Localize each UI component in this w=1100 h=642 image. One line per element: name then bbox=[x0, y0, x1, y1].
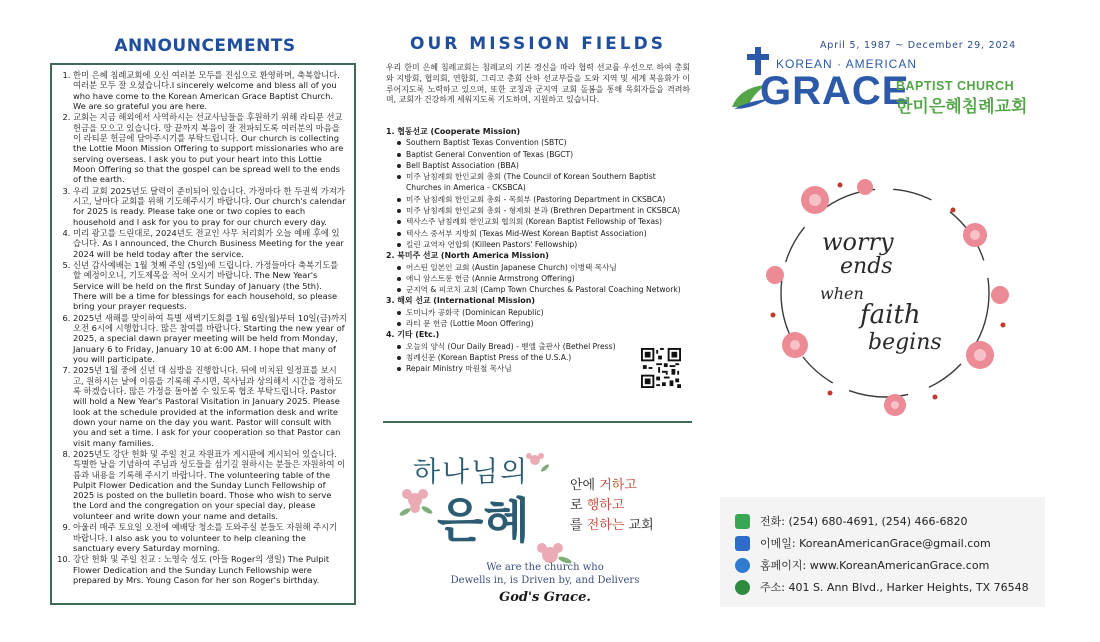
wreath-word: ends bbox=[840, 254, 893, 279]
announcements-list bbox=[57, 70, 347, 585]
mission-item: 라티 문 헌금 (Lottie Moon Offering) bbox=[406, 318, 690, 329]
email-icon bbox=[735, 536, 750, 551]
slogan-word: 교회 bbox=[624, 518, 654, 533]
mission-sections bbox=[386, 126, 690, 375]
slogan-word: 로 bbox=[570, 498, 587, 513]
announcement-item: 3. 우리 교회 2025년도 달력이 준비되어 있습니다. 가정마다 한 두권씩 가져가시고, 날마다 교회를 위해 기도해주시기 바랍니다. Our church's calendar for 2025 is ready. Please take one or two copies to each household and I ask for you to pray for our church every day. bbox=[73, 186, 347, 227]
slogan-english-2: Dewells in, is Driven by, and Delivers bbox=[450, 575, 640, 586]
mission-item: 미주 남침례회 한인교회 총회 (The Council of Korean Southern Baptist Churches in America - CKSBCA) bbox=[406, 171, 690, 194]
announcement-item: 2. 교회는 지금 해외에서 사역하시는 선교사님들을 후원하기 위해 라티문 선교헌금을 모으고 있습니다. 땅 끝까지 복음이 잘 전파되도록 여러분의 마음을 이 라티문 헌금에 담아주시기를 부탁드립니다. Our church is collecting the Lottie Moon Mission Offering to support missionaries who are serving overseas. I ask you to put your heart into this Lottie Moon Offering so that the gospel can be spread well to the ends of the earth. bbox=[73, 112, 347, 184]
slogan-word: 를 bbox=[570, 518, 587, 533]
mission-item: Baptist General Convention of Texas (BGCT) bbox=[406, 149, 690, 160]
mission-section-heading: 3. 해외 선교 (International Mission) bbox=[386, 296, 535, 306]
flower-wreath-illustration bbox=[745, 165, 1025, 420]
globe-icon bbox=[735, 558, 750, 573]
announcements-title: ANNOUNCEMENTS bbox=[114, 36, 296, 56]
location-pin-icon bbox=[735, 580, 750, 595]
slogan-line-1 bbox=[570, 474, 637, 493]
mission-item: 어스틴 일본인 교회 (Austin Japanese Church) 이병택 목사님 bbox=[406, 262, 690, 273]
slogan-english-1: We are the church who bbox=[486, 562, 604, 573]
calligraphy-top-text: 하나님의 bbox=[413, 455, 530, 488]
announcements-panel bbox=[50, 30, 360, 608]
divider bbox=[383, 421, 692, 423]
wreath-word: faith bbox=[860, 300, 921, 330]
slogan-block bbox=[395, 440, 695, 620]
mission-section-heading: 1. 협동선교 (Cooperate Mission) bbox=[386, 127, 521, 136]
qr-code-icon[interactable] bbox=[641, 348, 681, 388]
announcement-item: 9. 아울러 매주 토요일 오전에 예배당 청소를 도와주실 분들도 자원해 주시기 바랍니다. I also ask you to volunteer to help cleaning the sanctuary every Saturday morning. bbox=[73, 522, 347, 553]
mission-item: 텍사스 중서부 지방회 (Texas Mid-West Korean Baptist Association) bbox=[406, 228, 690, 239]
mission-item: Repair Ministry 마원철 목사님 bbox=[406, 363, 690, 374]
logo-grace: GRACE bbox=[760, 69, 910, 113]
mission-item: 도미니카 공화국 (Dominican Republic) bbox=[406, 307, 690, 318]
announcement-item: 6. 2025년 새해를 맞이하여 특별 새벽기도회를 1월 6일(월)부터 10일(금)까지 오전 6시에 시행합니다. 많은 참여를 바랍니다. Starting the new year of 2025, a special dawn prayer meeting will be held from Monday, January 6 to Friday, January 10 at 6:00 AM. I hope that many of you will participate. bbox=[73, 313, 347, 364]
mission-list bbox=[386, 262, 690, 296]
announcement-item: 8. 2025년도 강단 헌화 및 주일 친교 자원표가 게시판에 게시되어 있습니다. 특별한 날을 기념하여 주님과 성도들을 섬기길 원하시는 분들은 자원하여 이름과 내용을 기록해 주시기 바랍니다. The volunteering table of the Pulpit Flower Dedication and the Sunday Lunch Fellowship of 2025 is posted on the bulletin board. Those who wish to serve the Lord and the congregation on your special day, please volunteer and write down your name and details. bbox=[73, 449, 347, 521]
mission-section-heading: 4. 기타 (Etc.) bbox=[386, 330, 440, 340]
mission-intro: 우리 한미 은혜 침례교회는 침례교의 기본 경신을 따라 협력 선교를 우선으로 하여 총회와 지방회, 협의회, 연합회, 그리고 총회 산하 선교부들을 도와 지역 및 세계 복음화가 이루어지도록 노력하고 있으며, 또한 코칭과 군지역 교회 돌봄을 통해 목회자들을 격려하며, 교회가 건강하게 세워지도록 기도하며, 지원하고 있습니다. bbox=[386, 63, 690, 105]
mission-section-heading: 2. 북미주 선교 (North America Mission) bbox=[386, 251, 549, 261]
wreath-word: begins bbox=[868, 330, 942, 355]
slogan-word-highlight: 전하는 bbox=[586, 518, 625, 533]
wreath-word: when bbox=[820, 284, 864, 303]
logo-baptist-church: BAPTIST CHURCH bbox=[896, 79, 1015, 93]
slogan-word: 안에 bbox=[570, 478, 600, 493]
logo-korean-american: KOREAN · AMERICAN bbox=[776, 57, 918, 71]
mission-item: 군지역 & 피코치 교회 (Camp Town Churches & Pastoral Coaching Network) bbox=[406, 284, 690, 295]
announcement-item: 1. 한미 은혜 침례교회에 오신 여러분 모두를 진심으로 환영하며, 축복합니다. 여러분 모두 잘 오셨습니다.I sincerely welcome and bless all of you who have come to the Korean American Grace Baptist Church. We are so grateful you are here. bbox=[73, 70, 347, 111]
contact-email-row[interactable] bbox=[735, 534, 991, 552]
mission-item: 킬린 교역자 연합회 (Killeen Pastors' Fellowship) bbox=[406, 239, 690, 250]
mission-item: Southern Baptist Texas Convention (SBTC) bbox=[406, 137, 690, 148]
mission-item: 미주 남침례회 한인교회 총회 - 형제회 분과 (Brethren Department in CKSBCA) bbox=[406, 205, 690, 216]
mission-title: OUR MISSION FIELDS bbox=[410, 34, 666, 54]
announcement-item: 10. 강단 헌화 및 주일 친교 : 노영숙 성도 (아들 Roger의 생일) The Pulpit Flower Dedication and the Sunday Lunch Fellowship were prepared by Mrs. Young Cason for her son Roger's birthday. bbox=[73, 554, 347, 585]
mission-list bbox=[386, 307, 690, 330]
logo-korean-name: 한미은혜침례교회 bbox=[896, 97, 1028, 117]
mission-item: 텍사스주 남침례회 한인교회 협의회 (Korean Baptist Fellowship of Texas) bbox=[406, 216, 690, 227]
contact-address-row[interactable] bbox=[735, 578, 1029, 596]
mission-item: 미주 남침례회 한인교회 총회 - 목회부 (Pastoring Department in CKSBCA) bbox=[406, 194, 690, 205]
wreath-word: worry bbox=[822, 228, 894, 256]
mission-item: 침례신문 (Korean Baptist Press of the U.S.A.) bbox=[406, 352, 690, 363]
announcement-item: 4. 미리 광고를 드린대로, 2024년도 전교인 사무 처리회가 오늘 예배 후에 있습니다. As I announced, the Church Business Meeting for the year 2024 will be held today after the service. bbox=[73, 228, 347, 259]
contact-email: 이메일: KoreanAmericanGrace@gmail.com bbox=[760, 537, 991, 550]
slogan-word-highlight: 거하고 bbox=[599, 478, 637, 493]
mission-list bbox=[386, 137, 690, 250]
contact-web: 홈페이지: www.KoreanAmericanGrace.com bbox=[760, 559, 990, 572]
church-logo bbox=[730, 45, 1050, 125]
slogan-line-2 bbox=[570, 494, 624, 513]
contact-address: 주소: 401 S. Ann Blvd., Harker Heights, TX 76548 bbox=[760, 581, 1029, 594]
church-dates: April 5, 1987 ~ December 29, 2024 bbox=[820, 40, 1016, 51]
announcement-item: 5. 신년 감사예배는 1월 첫째 주일 (5일)에 드립니다. 가정들마다 축복기도를 할 예정이오니, 기도제목을 적어 오시기 바랍니다. The New Year's Service will be held on the first Sunday of January (the 5th). There will be a time for blessings for each household, so please bring your prayer requests. bbox=[73, 260, 347, 311]
announcements-box bbox=[50, 63, 356, 605]
contact-web-row[interactable] bbox=[735, 556, 989, 574]
slogan-english-3: God's Grace. bbox=[499, 590, 591, 605]
phone-icon bbox=[735, 514, 750, 529]
announcement-item: 7. 2025년 1월 중에 신년 대 심방을 진행합니다. 뒤에 비치된 일정표를 보시고, 원하시는 날에 이름을 기록해 주시면, 목사님과 상의해서 시간을 정하도록 하겠습니다. 많은 가정을 돌아볼 수 있도록 협조 부탁드립니다. Pastor will hold a New Year's Pastoral Visitation in January 2025. Please look at the schedule provided at the information desk and write down your name on the day you want. Pastor will consult with you and set a time. I ask for your cooperation so that Pastor can visit many families. bbox=[73, 365, 347, 447]
contact-phone-row[interactable] bbox=[735, 512, 968, 530]
slogan-word-highlight: 행하고 bbox=[586, 498, 625, 513]
mission-item: 애니 암스트롱 헌금 (Annie Armstrong Offering) bbox=[406, 273, 690, 284]
slogan-line-3 bbox=[570, 514, 654, 533]
calligraphy-grace-text: 은혜 bbox=[437, 493, 530, 549]
mission-item: 오늘의 양식 (Our Daily Bread) - 벧엘 출판사 (Bethel Press) bbox=[406, 341, 690, 352]
mission-item: Bell Baptist Association (BBA) bbox=[406, 160, 690, 171]
contact-phone: 전화: (254) 680-4691, (254) 466-6820 bbox=[760, 515, 968, 528]
